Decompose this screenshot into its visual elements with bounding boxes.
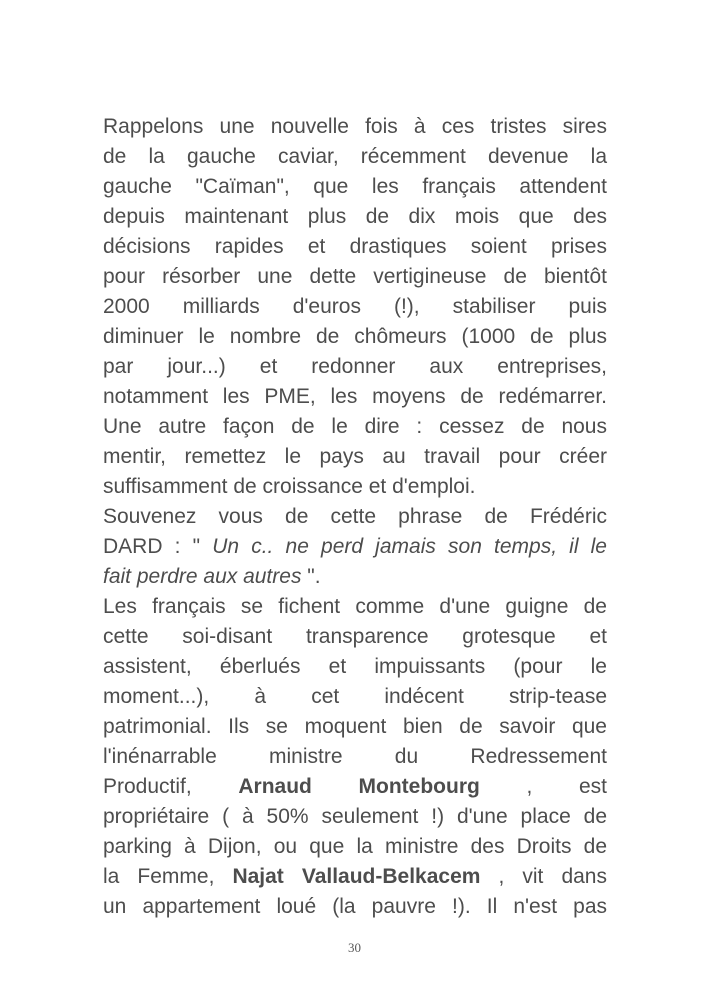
text-run: Productif, [103,775,239,798]
text-run: ". [301,565,321,588]
text-line [103,382,607,412]
text-run: , vit dans [480,865,607,888]
text-run: pour résorber une dette vertigineuse de bientôt [103,265,607,288]
text-line [103,262,607,292]
text-run: assistent, éberlués et impuissants (pour le [103,655,607,678]
text-line [103,292,607,322]
text-run: DARD : " [103,535,213,558]
text-run: 2000 milliards d'euros (!), stabiliser puis [103,295,607,318]
text-line [103,742,607,772]
italic-text-run: fait perdre aux autres [103,565,302,588]
text-line [103,772,607,802]
text-run: suffisamment de croissance et d'emploi. [103,475,476,498]
text-run: gauche "Caïman", que les français attendent [103,175,607,198]
text-line [103,802,607,832]
text-line [103,442,607,472]
text-run: diminuer le nombre de chômeurs (1000 de plus [103,325,607,348]
text-line [103,172,607,202]
text-line [103,832,607,862]
text-line [103,592,607,622]
text-run: Rappelons une nouvelle fois à ces tristes sires [103,115,607,138]
body-text [103,112,607,922]
text-run: parking à Dijon, ou que la ministre des Droits de [103,835,607,858]
text-run: cette soi-disant transparence grotesque et [103,625,607,648]
text-line [103,502,607,532]
text-run: patrimonial. Ils se moquent bien de savoir que [103,715,607,738]
text-run: Une autre façon de le dire : cessez de nous [103,415,607,438]
text-line [103,232,607,262]
text-line [103,352,607,382]
text-run: la Femme, [103,865,233,888]
text-run: , est [479,775,608,798]
text-run: depuis maintenant plus de dix mois que des [103,205,607,228]
text-line [103,472,607,502]
text-line [103,412,607,442]
text-line [103,712,607,742]
bold-text-run: Najat Vallaud-Belkacem [232,865,481,888]
bold-text-run: Arnaud Montebourg [238,775,480,798]
text-line [103,892,607,922]
text-line [103,202,607,232]
text-run: Les français se fichent comme d'une guigne de [103,595,607,618]
text-run: un appartement loué (la pauvre !). Il n'est pas [103,895,607,918]
italic-text-run: Un c.. ne perd jamais son temps, il le [212,535,607,558]
text-run: notamment les PME, les moyens de redémarrer. [103,385,607,408]
text-line [103,322,607,352]
text-line [103,112,607,142]
text-run: moment...), à cet indécent strip-tease [103,685,607,708]
text-line [103,622,607,652]
text-line [103,682,607,712]
text-run: Souvenez vous de cette phrase de Frédéric [103,505,607,528]
text-run: décisions rapides et drastiques soient prises [103,235,607,258]
text-run: l'inénarrable ministre du Redressement [103,745,607,768]
page-number: 30 [348,940,361,955]
text-line [103,562,607,592]
text-run: mentir, remettez le pays au travail pour créer [103,445,607,468]
text-run: propriétaire ( à 50% seulement !) d'une place de [103,805,607,828]
text-line [103,142,607,172]
text-run: par jour...) et redonner aux entreprises, [103,355,607,378]
text-line [103,862,607,892]
text-line [103,532,607,562]
text-line [103,652,607,682]
text-run: de la gauche caviar, récemment devenue la [103,145,607,168]
